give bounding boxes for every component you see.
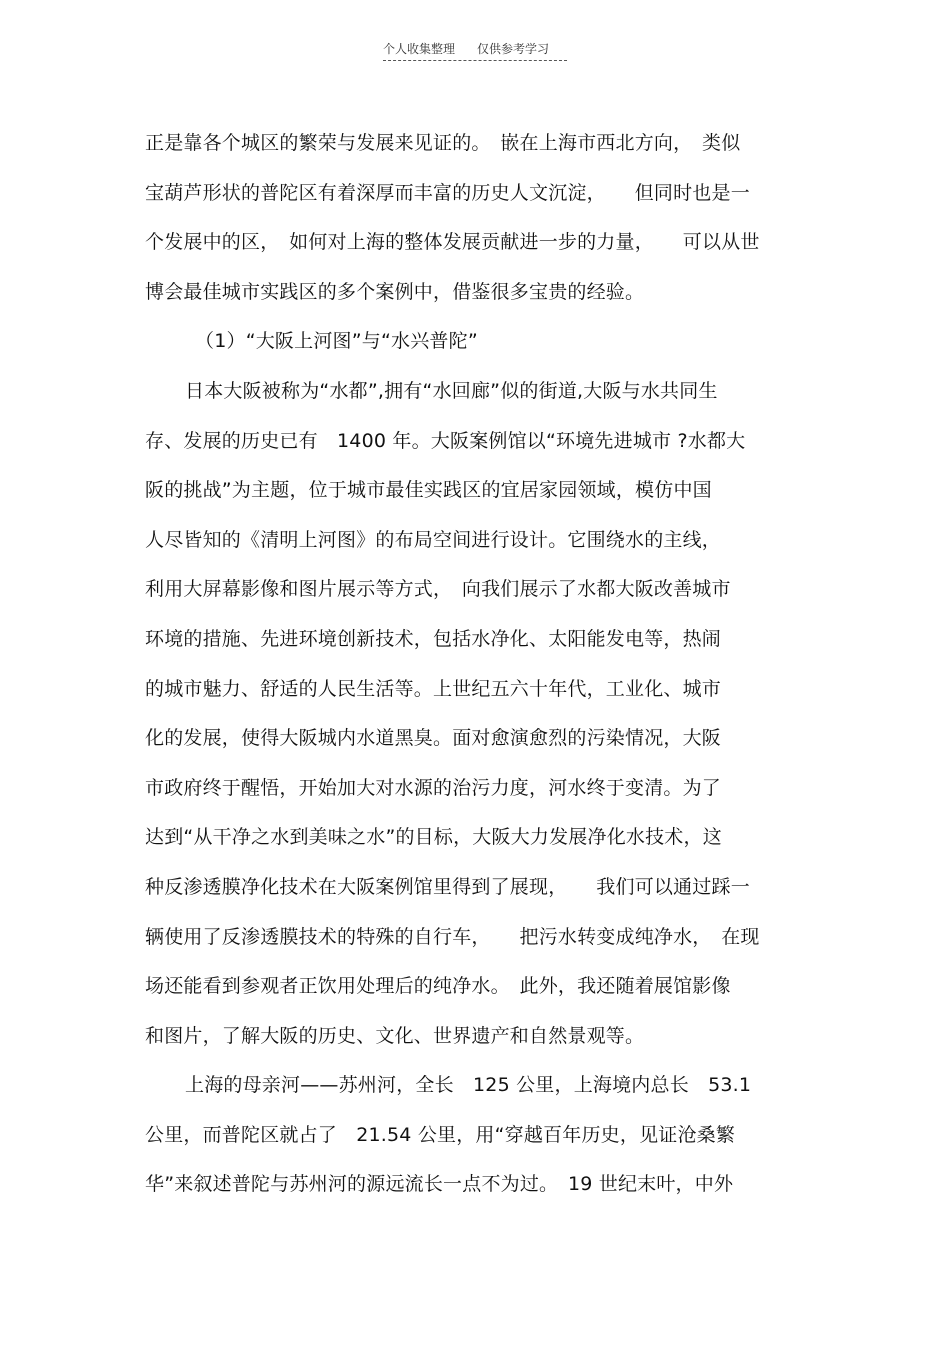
text-line: 阪的挑战”为主题，位于城市最佳实践区的宜居家园领域，模仿中国: [145, 479, 712, 502]
text-line: 人尽皆知的《清明上河图》的布局空间进行设计。它围绕水的主线，: [145, 528, 722, 551]
text-line: 达到“从干净之水到美味之水”的目标，大阪大力发展净化水技术，这: [145, 826, 722, 849]
text-line: 的城市魅力、舒适的人民生活等。上世纪五六十年代，工业化、城市: [145, 677, 722, 700]
text-line: 存、发展的历史已有 1400 年。大阪案例馆以“环境先进城市 ?水都大: [145, 429, 746, 452]
text-line: 场还能看到参观者正饮用处理后的纯净水。 此外，我还随着展馆影像: [145, 975, 731, 998]
page-header: [383, 40, 567, 61]
text-line: 化的发展，使得大阪城内水道黑臭。面对愈演愈烈的污染情况，大阪: [145, 727, 722, 750]
text-line: 种反渗透膜净化技术在大阪案例馆里得到了展现， 我们可以通过踩一: [145, 875, 750, 898]
text-line: 环境的措施、先进环境创新技术，包括水净化、太阳能发电等，热闹: [145, 627, 722, 650]
section-heading: （1）“大阪上河图”与“水兴普陀”: [195, 330, 478, 353]
text-line: 公里，而普陀区就占了 21.54 公里，用“穿越百年历史，见证沧桑繁: [145, 1123, 736, 1146]
header-right-text: 仅供参考学习: [477, 42, 550, 56]
document-body: [145, 128, 815, 1219]
text-line: 博会最佳城市实践区的多个案例中，借鉴很多宝贵的经验。: [145, 280, 645, 303]
text-line: 个发展中的区， 如何对上海的整体发展贡献进一步的力量， 可以从世: [145, 231, 760, 254]
text-line: 市政府终于醒悟，开始加大对水源的治污力度，河水终于变清。为了: [145, 776, 722, 799]
text-line: 和图片，了解大阪的历史、文化、世界遗产和自然景观等。: [145, 1024, 645, 1047]
text-line: 宝葫芦形状的普陀区有着深厚而丰富的历史人文沉淀， 但同时也是一: [145, 181, 750, 204]
text-line: 华”来叙述普陀与苏州河的源远流长一点不为过。 19 世纪末叶，中外: [145, 1173, 734, 1196]
text-line: 正是靠各个城区的繁荣与发展来见证的。 嵌在上海市西北方向， 类似: [145, 132, 741, 154]
text-line: 辆使用了反渗透膜技术的特殊的自行车， 把污水转变成纯净水， 在现: [145, 925, 760, 948]
text-line: 利用大屏幕影像和图片展示等方式， 向我们展示了水都大阪改善城市: [145, 578, 731, 601]
header-left-text: 个人收集整理: [383, 42, 456, 56]
text-line: 上海的母亲河——苏州河，全长 125 公里，上海境内总长 53.1: [185, 1074, 752, 1097]
text-line: 日本大阪被称为“水都”,拥有“水回廊”似的街道,大阪与水共同生: [185, 379, 718, 402]
